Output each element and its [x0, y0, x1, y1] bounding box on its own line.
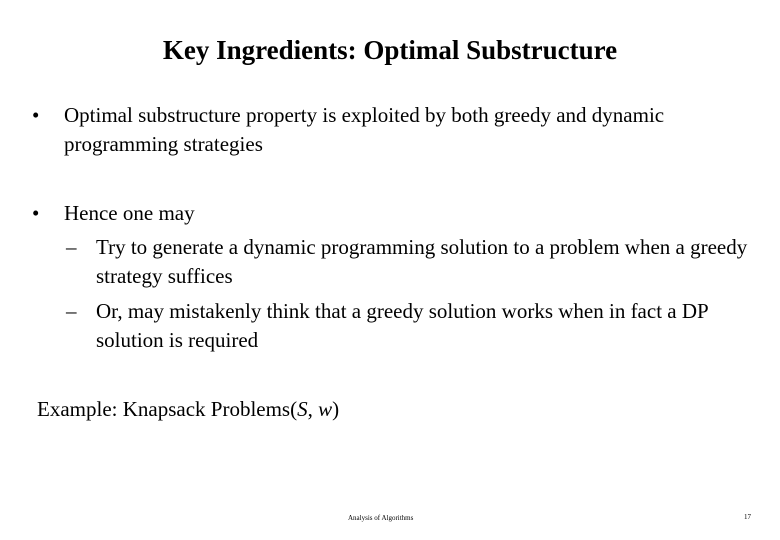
sub-bullet-text: Or, may mistakenly think that a greedy solution works when in fact a DP solution is required — [96, 299, 708, 352]
sub-bullet-marker: – — [66, 235, 77, 259]
example-suffix: ) — [332, 397, 340, 421]
sub-bullet-marker: – — [66, 299, 77, 323]
example-arg-w: w — [318, 397, 333, 421]
bullet-text: Hence one may — [64, 201, 195, 225]
example-prefix: Example: Knapsack Problems( — [37, 397, 298, 421]
example-line — [37, 395, 339, 424]
bullet-item — [32, 199, 762, 229]
example-arg-s: S — [297, 397, 308, 421]
bullet-text: Optimal substructure property is exploited by both greedy and dynamic programming strategies — [64, 103, 665, 156]
sub-bullet-item — [66, 297, 766, 357]
sub-bullet-item — [66, 233, 766, 293]
bullet-item — [32, 101, 762, 161]
sub-bullet-text: Try to generate a dynamic programming solution to a problem when a greedy strategy suffices — [96, 235, 748, 288]
slide-title: Key Ingredients: Optimal Substructure — [162, 35, 618, 65]
example-separator: , — [307, 397, 319, 421]
footer-page-number: 17 — [744, 513, 751, 521]
footer-course-title: Analysis of Algorithms — [348, 514, 414, 522]
bullet-marker: • — [32, 201, 40, 225]
bullet-marker: • — [32, 103, 40, 127]
